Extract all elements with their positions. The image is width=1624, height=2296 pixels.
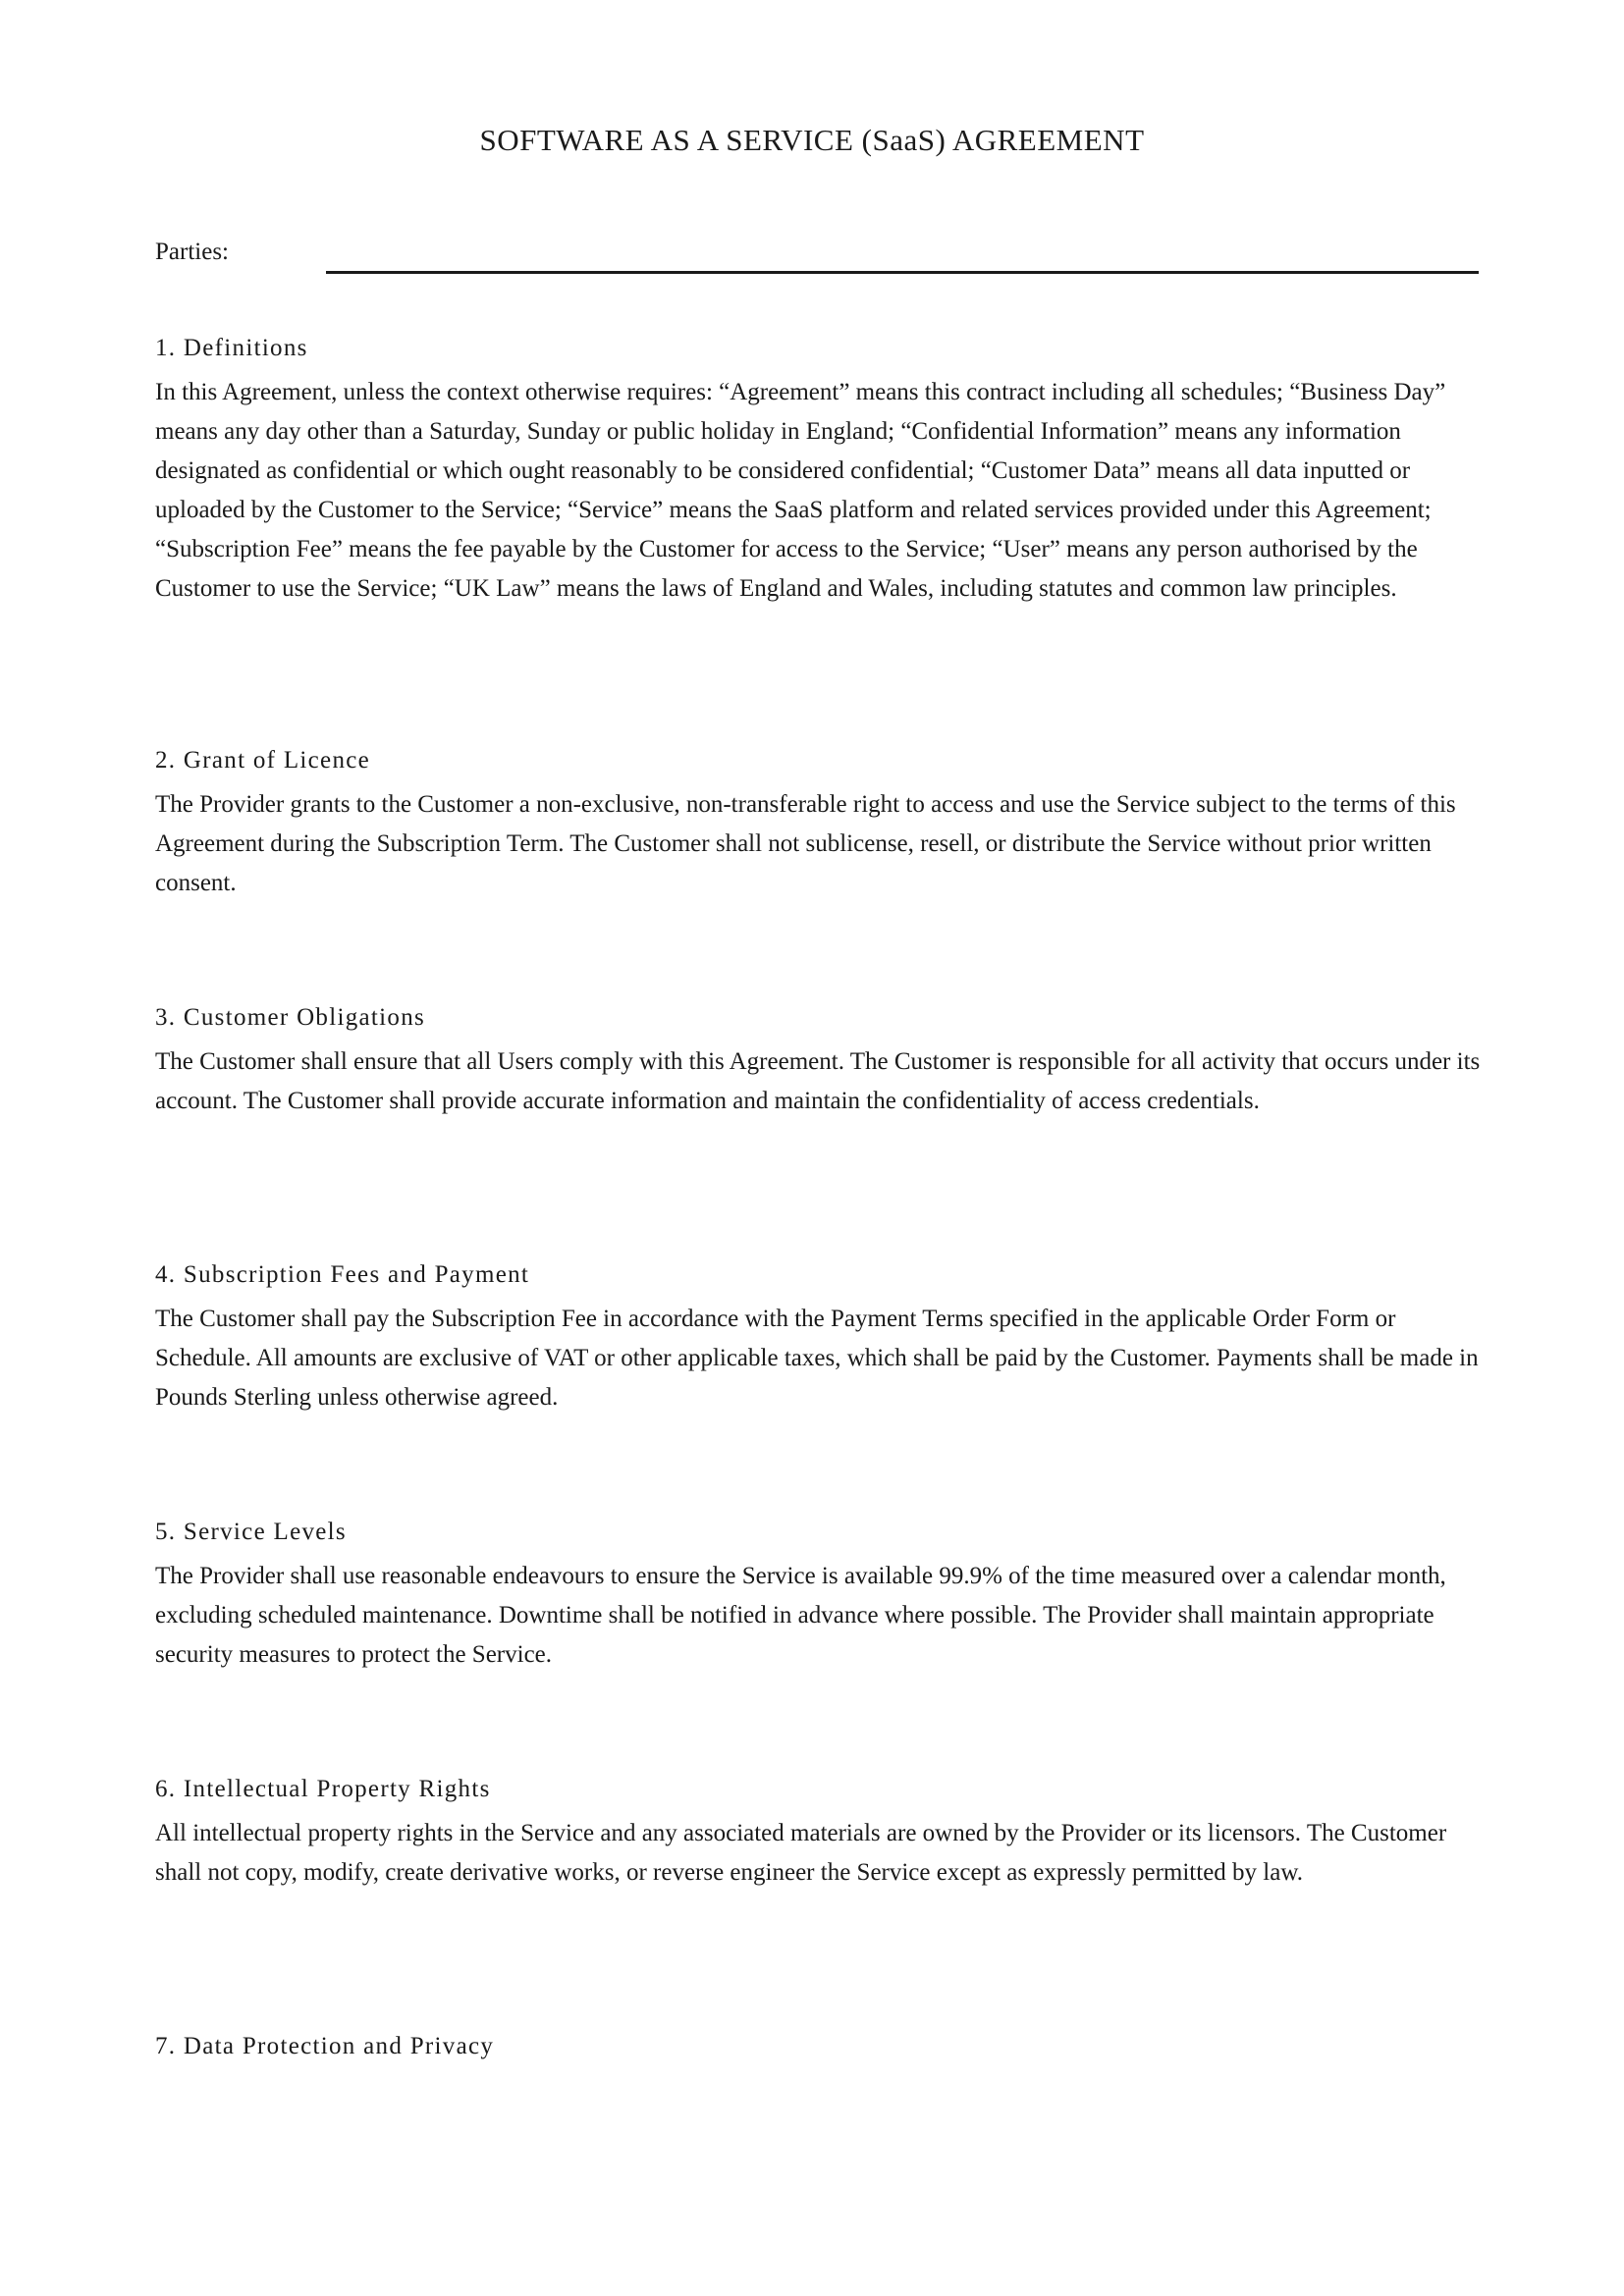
section-data-protection: [155, 2030, 1481, 2071]
parties-signature-line: [326, 271, 1479, 274]
section-customer-obligations: [155, 1001, 1481, 1121]
section-heading: 5. Service Levels: [155, 1519, 347, 1545]
parties-label: Parties:: [155, 239, 229, 265]
section-heading: 1. Definitions: [155, 335, 308, 361]
section-subscription-fees: [155, 1258, 1481, 1417]
section-heading: 4. Subscription Fees and Payment: [155, 1261, 530, 1288]
section-body: In this Agreement, unless the context otherwise requires: “Agreement” means this contract including all schedules; “Business Day” means any day other than a Saturday, Sunday or public holiday in England; “Confidential Information” means any information designated as confidential or which ought reasonably to be considered confidential; “Customer Data” means all data inputted or uploaded by the Customer to the Service; “Service” means the SaaS platform and related services provided under this Agreement; “Subscription Fee” means the fee payable by the Customer for access to the Service; “User” means any person authorised by the Customer to use the Service; “UK Law” means the laws of England and Wales, including statutes and common law principles.: [155, 379, 1446, 602]
section-heading: 6. Intellectual Property Rights: [155, 1776, 491, 1802]
section-definitions: [155, 332, 1481, 609]
section-heading: 2. Grant of Licence: [155, 747, 371, 774]
section-grant-of-licence: [155, 744, 1481, 903]
section-body: The Customer shall ensure that all Users comply with this Agreement. The Customer is responsible for all activity that occurs under its account. The Customer shall provide accurate information and maintain the confidentiality of access credentials.: [155, 1048, 1481, 1114]
section-service-levels: [155, 1516, 1481, 1675]
section-intellectual-property: [155, 1773, 1481, 1893]
section-heading: 3. Customer Obligations: [155, 1004, 426, 1031]
section-body: All intellectual property rights in the Service and any associated materials are owned by the Provider or its licensors. The Customer shall not copy, modify, create derivative works, or reverse engineer the Service except as expressly permitted by law.: [155, 1820, 1447, 1886]
section-body: The Provider grants to the Customer a non-exclusive, non-transferable right to access and use the Service subject to the terms of this Agreement during the Subscription Term. The Customer shall not sublicense, resell, or distribute the Service without prior written consent.: [155, 791, 1456, 896]
parties-field: [155, 239, 1479, 278]
section-heading: 7. Data Protection and Privacy: [155, 2033, 495, 2059]
section-body: The Customer shall pay the Subscription Fee in accordance with the Payment Terms specified in the applicable Order Form or Schedule. All amounts are exclusive of VAT or other applicable taxes, which shall be paid by the Customer. Payments shall be made in Pounds Sterling unless otherwise agreed.: [155, 1306, 1479, 1411]
section-body: The Provider shall use reasonable endeavours to ensure the Service is available 99.9% of the time measured over a calendar month, excluding scheduled maintenance. Downtime shall be notified in advance where possible. The Provider shall maintain appropriate security measures to protect the Service.: [155, 1563, 1446, 1668]
document-title: SOFTWARE AS A SERVICE (SaaS) AGREEMENT: [479, 123, 1145, 157]
